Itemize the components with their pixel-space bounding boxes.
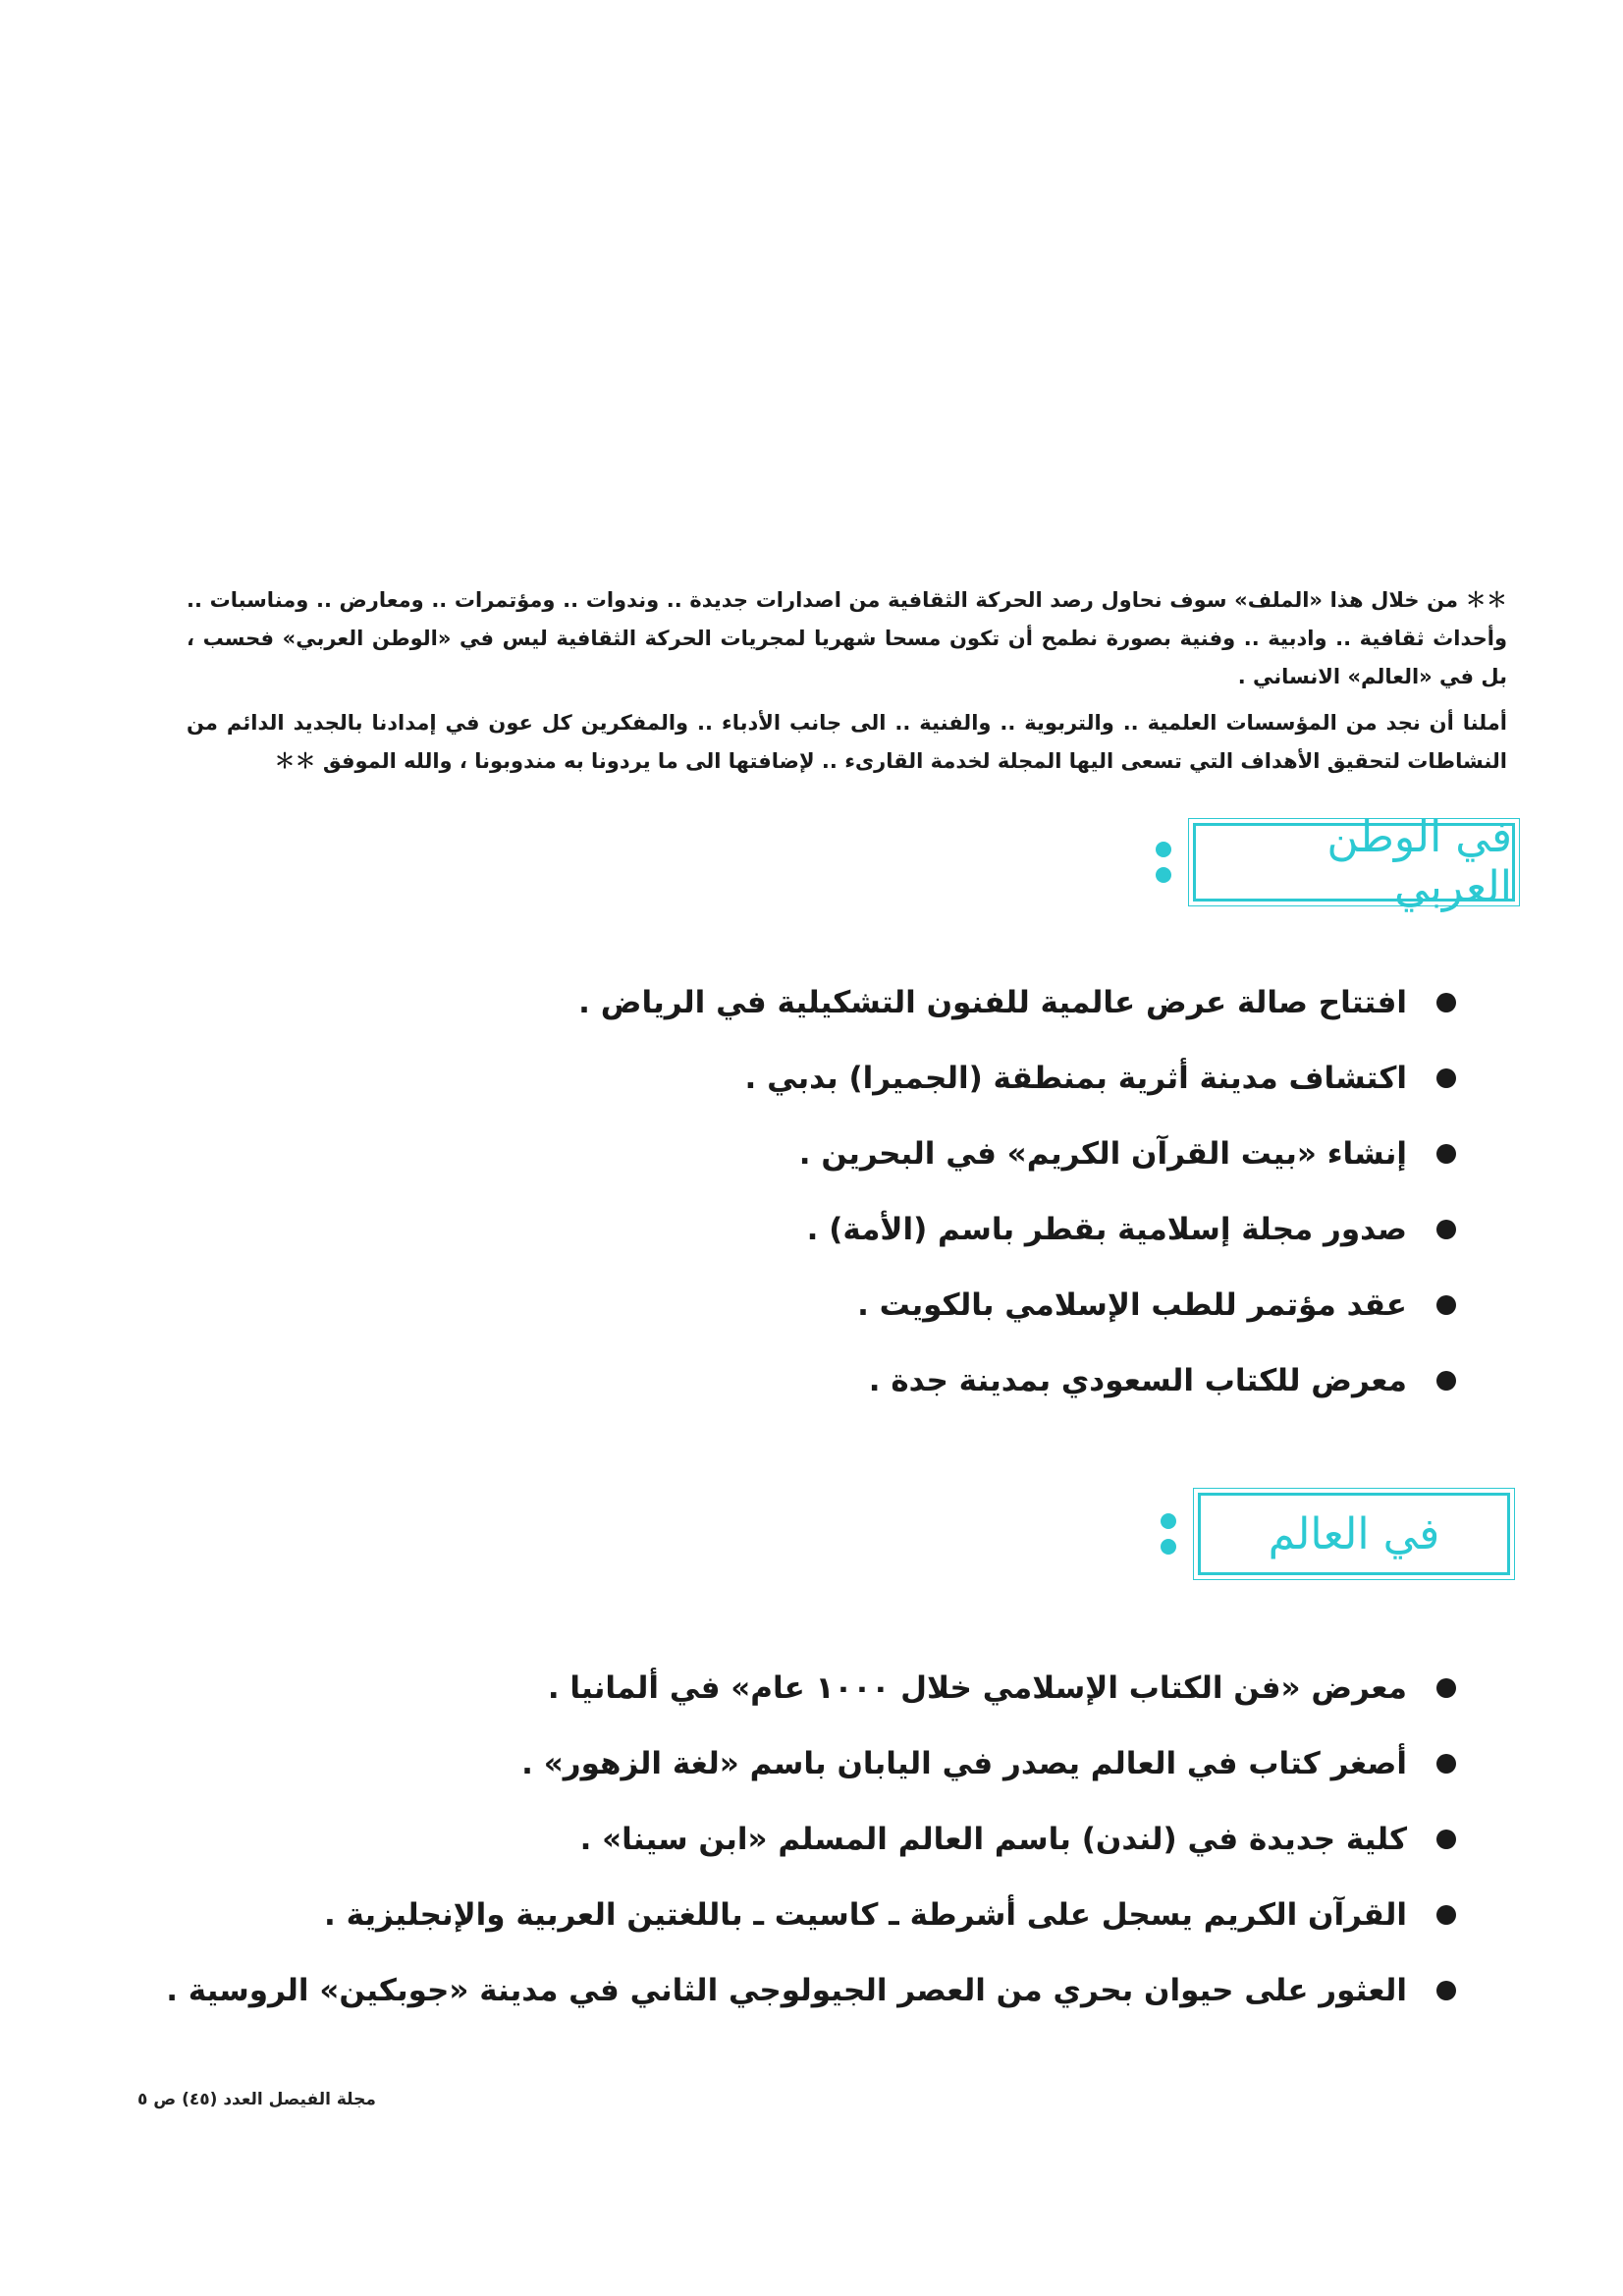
list-item <box>578 1116 1456 1191</box>
list-item <box>166 1952 1456 2028</box>
heading-label: في الوطن العربي <box>1326 812 1512 912</box>
bullet-icon <box>1436 1981 1456 2000</box>
bullet-icon <box>1436 1754 1456 1774</box>
list-item-text: أصغر كتاب في العالم يصدر في اليابان باسم «لغة الزهور» . <box>521 1745 1407 1781</box>
heading-box <box>1198 1493 1510 1575</box>
list-item <box>166 1650 1456 1725</box>
bullet-icon <box>1436 1678 1456 1698</box>
heading-label: في العالم <box>1268 1508 1440 1559</box>
colon-icon <box>1161 1508 1176 1559</box>
bullet-icon <box>1436 1905 1456 1925</box>
world-news-list <box>166 1650 1456 2028</box>
list-item <box>578 1267 1456 1342</box>
list-item <box>166 1877 1456 1952</box>
list-item <box>166 1801 1456 1877</box>
colon-icon <box>1156 837 1171 888</box>
list-item-text: العثور على حيوان بحري من العصر الجيولوجي الثاني في مدينة «جوبكين» الروسية . <box>166 1972 1407 2008</box>
bullet-icon <box>1436 1144 1456 1164</box>
list-item-text: معرض «فن الكتاب الإسلامي خلال ١٠٠٠ عام» في ألمانيا . <box>547 1669 1407 1706</box>
bullet-icon <box>1436 993 1456 1012</box>
bullet-icon <box>1436 1220 1456 1239</box>
bullet-icon <box>1436 1830 1456 1849</box>
list-item-text: كلية جديدة في (لندن) باسم العالم المسلم «ابن سينا» . <box>579 1821 1407 1857</box>
bullet-icon <box>1436 1371 1456 1391</box>
list-item <box>578 1191 1456 1267</box>
arab-world-news-list <box>578 964 1456 1418</box>
page-footer: مجلة الفيصل العدد (٤٥) ص ٥ <box>137 2090 376 2109</box>
list-item-text: معرض للكتاب السعودي بمدينة جدة . <box>868 1362 1407 1398</box>
section-heading-arab-world <box>1156 812 1515 912</box>
list-item-text: إنشاء «بيت القرآن الكريم» في البحرين . <box>798 1135 1407 1172</box>
list-item-text: عقد مؤتمر للطب الإسلامي بالكويت . <box>857 1286 1407 1323</box>
list-item <box>578 1040 1456 1116</box>
list-item <box>578 964 1456 1040</box>
list-item <box>578 1342 1456 1418</box>
list-item-text: القرآن الكريم يسجل على أشرطة ـ كاسيت ـ باللغتين العربية والإنجليزية . <box>324 1896 1407 1933</box>
list-item-text: صدور مجلة إسلامية بقطر باسم (الأمة) . <box>806 1211 1407 1247</box>
bullet-icon <box>1436 1068 1456 1088</box>
list-item <box>166 1725 1456 1801</box>
list-item-text: افتتاح صالة عرض عالمية للفنون التشكيلية في الرياض . <box>578 984 1407 1020</box>
list-item-text: اكتشاف مدينة أثرية بمنطقة (الجميرا) بدبي . <box>744 1060 1407 1096</box>
bullet-icon <box>1436 1295 1456 1315</box>
intro-text <box>187 581 1507 781</box>
intro-paragraph-1: ＊＊ من خلال هذا «الملف» سوف نحاول رصد الحركة الثقافية من اصدارات جديدة .. وندوات .. ومؤتمرات .. ومعارض .. ومناسبات .. وأحداث ثقافية .. وادبية .. وفنية بصورة نطمح أن تكون مسحا شهريا لمجريات الحركة الثقافية ليس في «الوطن العربي» فحسب ، بل في «العالم» الانساني . <box>187 588 1507 688</box>
intro-paragraph-2: أملنا أن نجد من المؤسسات العلمية .. والتربوية .. والفنية .. الى جانب الأدباء .. والمفكرين كل عون في إمدادنا بالجديد الدائم من النشاطات لتحقيق الأهداف التي تسعى اليها المجلة لخدمة القارىء .. لإضافتها الى ما يردونا به مندوبونا ، والله الموفق ＊＊ <box>187 711 1507 773</box>
section-heading-world <box>1161 1493 1510 1575</box>
heading-box <box>1193 812 1515 912</box>
